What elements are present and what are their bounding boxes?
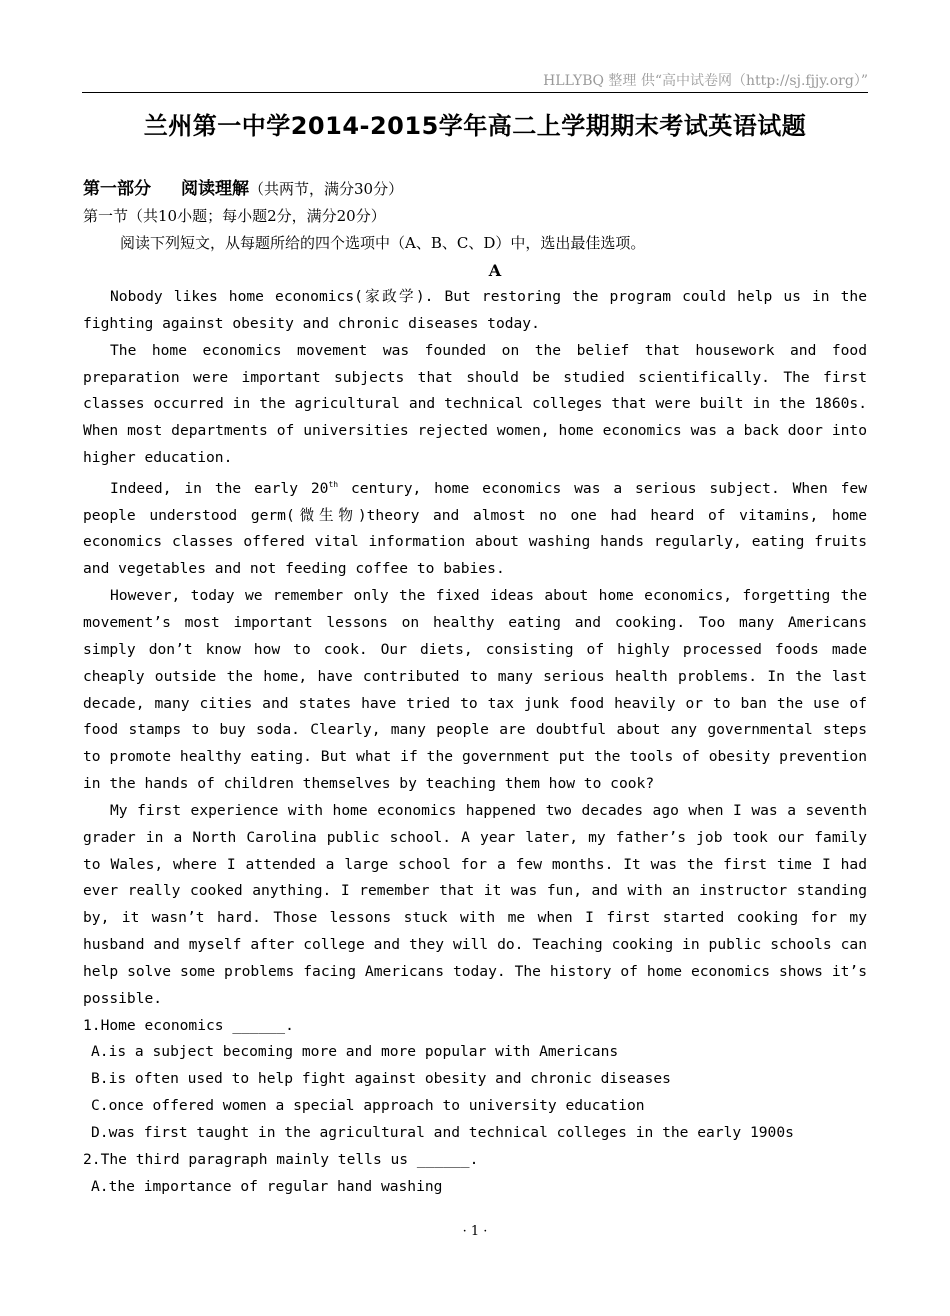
part-label: 第一部分: [83, 179, 151, 199]
page-title: 兰州第一中学2014-2015学年高二上学期期末考试英语试题: [143, 112, 807, 140]
page-number: · 1 ·: [462, 1224, 488, 1239]
paragraph-1: Nobody likes home economics(家政学). But restoring the program could help us in the fighting against obesity and chronic diseases today.: [83, 288, 867, 332]
part-heading: [83, 176, 867, 203]
passage-label: A: [488, 261, 502, 280]
paragraph-3-sup: th: [328, 479, 339, 489]
question-1-option-d: D.was first taught in the agricultural and technical colleges in the early 1900s: [91, 1124, 794, 1142]
question-1-option-b: B.is often used to help fight against obesity and chronic diseases: [91, 1070, 671, 1088]
paragraph-5: My first experience with home economics happened two decades ago when I was a seventh grader in a North Carolina public school. A year later, my father’s job took our family to Wales, where I attended a large school for a few months. It was the first time I had ever really cooked anything. I remember that it was fun, and with an instructor standing by, it wasn’t hard. Those lessons stuck with me when I first started cooking for my husband and myself after college and they will do. Teaching cooking in public schools can help solve some problems facing Americans today. The history of home economics shows it’s possible.: [83, 801, 867, 1007]
paragraph-3-pre: Indeed, in the early 20: [110, 479, 329, 497]
section-heading: 第一节（共10小题；每小题2分，满分20分）: [83, 207, 386, 225]
question-1-option-a: A.is a subject becoming more and more popular with Americans: [91, 1043, 619, 1061]
instruction: 阅读下列短文，从每题所给的四个选项中（A、B、C、D）中，选出最佳选项。: [120, 234, 646, 252]
paragraph-2: The home economics movement was founded on the belief that housework and food preparation were important subjects that should be studied scientifically. The first classes occurred in the agricultural and technical colleges that were built in the 1860s. When most departments of universities rejected women, home economics was a back door into higher education.: [83, 341, 867, 467]
paragraph-4: However, today we remember only the fixed ideas about home economics, forgetting the movement’s most important lessons on healthy eating and cooking. Too many Americans simply don’t know how to cook. Our diets, consisting of highly processed foods made cheaply outside the home, have contributed to many serious health problems. In the last decade, many cities and states have tried to tax junk food heavily or to ban the use of food stamps to buy soda. Clearly, many people are doubtful about any governmental steps to promote healthy eating. But what if the government put the tools of obesity prevention in the hands of children themselves by teaching them how to cook?: [83, 587, 867, 793]
header-rule: [82, 92, 868, 93]
header-note: HLLYBQ 整理 供“高中试卷网（http://sj.fjjy.org）”: [543, 73, 868, 89]
paragraph-3-post: century, home economics was a serious subject. When few people understood germ(微生物)theory and almost no one had heard of vitamins, home economics classes offered vital information about washing hands regularly, eating fruits and vegetables and not feeding coffee to babies.: [83, 479, 867, 578]
question-2-option-a: A.the importance of regular hand washing: [91, 1177, 443, 1195]
paragraph-3: [83, 472, 867, 583]
question-2-stem: 2.The third paragraph mainly tells us ______.: [83, 1150, 479, 1168]
content: [83, 176, 867, 1201]
question-1-stem: 1.Home economics ______.: [83, 1016, 294, 1034]
part-note: （共两节，满分30分）: [249, 180, 404, 198]
part-name: 阅读理解: [181, 179, 249, 199]
question-1-option-c: C.once offered women a special approach to university education: [91, 1097, 645, 1115]
